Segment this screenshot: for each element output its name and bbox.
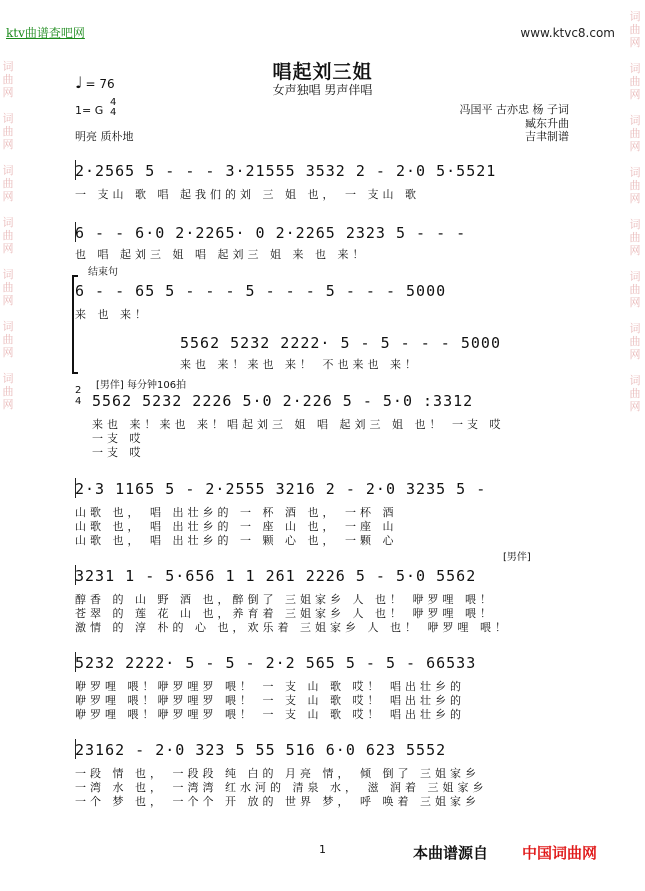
footer-source-label: 本曲谱源自 [413, 844, 489, 862]
lyric-line: 一支 哎 [92, 446, 145, 459]
site-url[interactable]: www.ktvc8.com [520, 26, 615, 40]
lyric-line: 一段 情 也， 一段段 纯 白的 月亮 情， 倾 倒了 三姐家乡 [75, 767, 480, 780]
lyric-line: 山歌 也， 唱 出壮乡的 一 座 山 也， 一座 山 [75, 520, 398, 533]
notation-line: 6 - - 6·0 2·2265· 0 2·2265 2323 5 - - - [75, 224, 467, 242]
lyric-line: 也 唱 起刘三 姐 唱 起刘三 姐 来 也 来！ [75, 248, 368, 261]
watermark-right: 词曲网 词曲网 词曲网 词曲网 词曲网 词曲网 词曲网 词曲网 [629, 10, 641, 413]
notation-line: 23162 - 2·0 323 5 55 516 6·0 623 5552 [75, 741, 447, 759]
lyric-line: 一 支山 歌 唱 起我们的刘 三 姐 也， 一 支山 歌 [75, 188, 420, 201]
lyric-line: 咿罗哩 喂！咿罗哩罗 喂！ 一 支 山 歌 哎！ 唱出壮乡的 [75, 708, 465, 721]
lyric-line: 咿罗哩 喂！咿罗哩罗 喂！ 一 支 山 歌 哎！ 唱出壮乡的 [75, 694, 465, 707]
lyric-line: 来 也 来！ [75, 308, 150, 321]
performance-style: 明亮 质朴地 [75, 130, 134, 143]
time-signature-2-4: 2 4 [75, 385, 82, 407]
lyric-line: 来也 来！来也 来！唱起刘三 姐 唱 起刘三 姐 也！ 一支 哎 [92, 418, 505, 431]
lyric-line: 一个 梦 也， 一个个 开 放的 世界 梦， 呼 唤着 三姐家乡 [75, 795, 480, 808]
ending-label: 结束句 [88, 267, 118, 278]
footer-brand-link[interactable]: 中国词曲网 [522, 844, 598, 862]
lyric-line: 一湾 水 也， 一湾湾 红水河的 清泉 水， 滋 润着 三姐家乡 [75, 781, 488, 794]
lyric-line: 醇香 的 山 野 酒 也，醉倒了 三姐家乡 人 也！ 咿罗哩 喂！ [75, 593, 495, 606]
credit-composer: 臧东升曲 [525, 117, 569, 130]
time-signature: 4 4 [110, 97, 117, 118]
male-tempo-annotation: [男伴] 每分钟106拍 [96, 380, 187, 391]
lyric-line: 来也 来！来也 来！ 不也来也 来！ [180, 358, 420, 371]
notation-line: 2·3 1165 5 - 2·2555 3216 2 - 2·0 3235 5 - [75, 480, 487, 498]
lyric-line: 咿罗哩 喂！咿罗哩罗 喂！ 一 支 山 歌 哎！ 唱出壮乡的 [75, 680, 465, 693]
watermark-left: 词曲网 词曲网 词曲网 词曲网 词曲网 词曲网 词曲网 [2, 60, 14, 411]
lyric-line: 激情 的 淳 朴的 心 也，欢乐着 三姐家乡 人 也！ 咿罗哩 喂！ [75, 621, 510, 634]
notation-line: 5562 5232 2226 5·0 2·226 5 - 5·0 :3312 [92, 392, 474, 410]
credit-lyricist: 冯国平 古亦忠 杨 子词 [459, 103, 569, 116]
quarter-note-icon: ♩ [75, 73, 83, 92]
lyric-line: 一支 哎 [92, 432, 145, 445]
key-signature: 1= G [75, 104, 104, 117]
page-number: 1 [319, 843, 326, 856]
notation-line: 5232 2222· 5 - 5 - 2·2 565 5 - 5 - 66533 [75, 654, 477, 672]
notation-line: 2·2565 5 - - - 3·21555 3532 2 - 2·0 5·5521 [75, 162, 497, 180]
notation-line: 5562 5232 2222· 5 - 5 - - - 5000 [180, 334, 501, 352]
song-subtitle: 女声独唱 男声伴唱 [272, 83, 373, 97]
male-part-mark: [男伴] [503, 552, 531, 563]
credit-arranger: 吉聿制谱 [525, 130, 569, 143]
notation-line: 3231 1 - 5·656 1 1 261 2226 5 - 5·0 5562 [75, 567, 477, 585]
lyric-line: 苍翠 的 莲 花 山 也，养育着 三姐家乡 人 也！ 咿罗哩 喂！ [75, 607, 495, 620]
lyric-line: 山歌 也， 唱 出壮乡的 一 杯 酒 也， 一杯 酒 [75, 506, 398, 519]
notation-line: 6 - - 65 5 - - - 5 - - - 5 - - - 5000 [75, 282, 447, 300]
lyric-line: 山歌 也， 唱 出壮乡的 一 颗 心 也， 一颗 心 [75, 534, 398, 547]
site-logo-left[interactable]: ktv曲谱查吧网 [6, 26, 85, 40]
tempo-marking: ♩ = 76 [75, 73, 115, 92]
song-title: 唱起刘三姐 [272, 61, 373, 83]
